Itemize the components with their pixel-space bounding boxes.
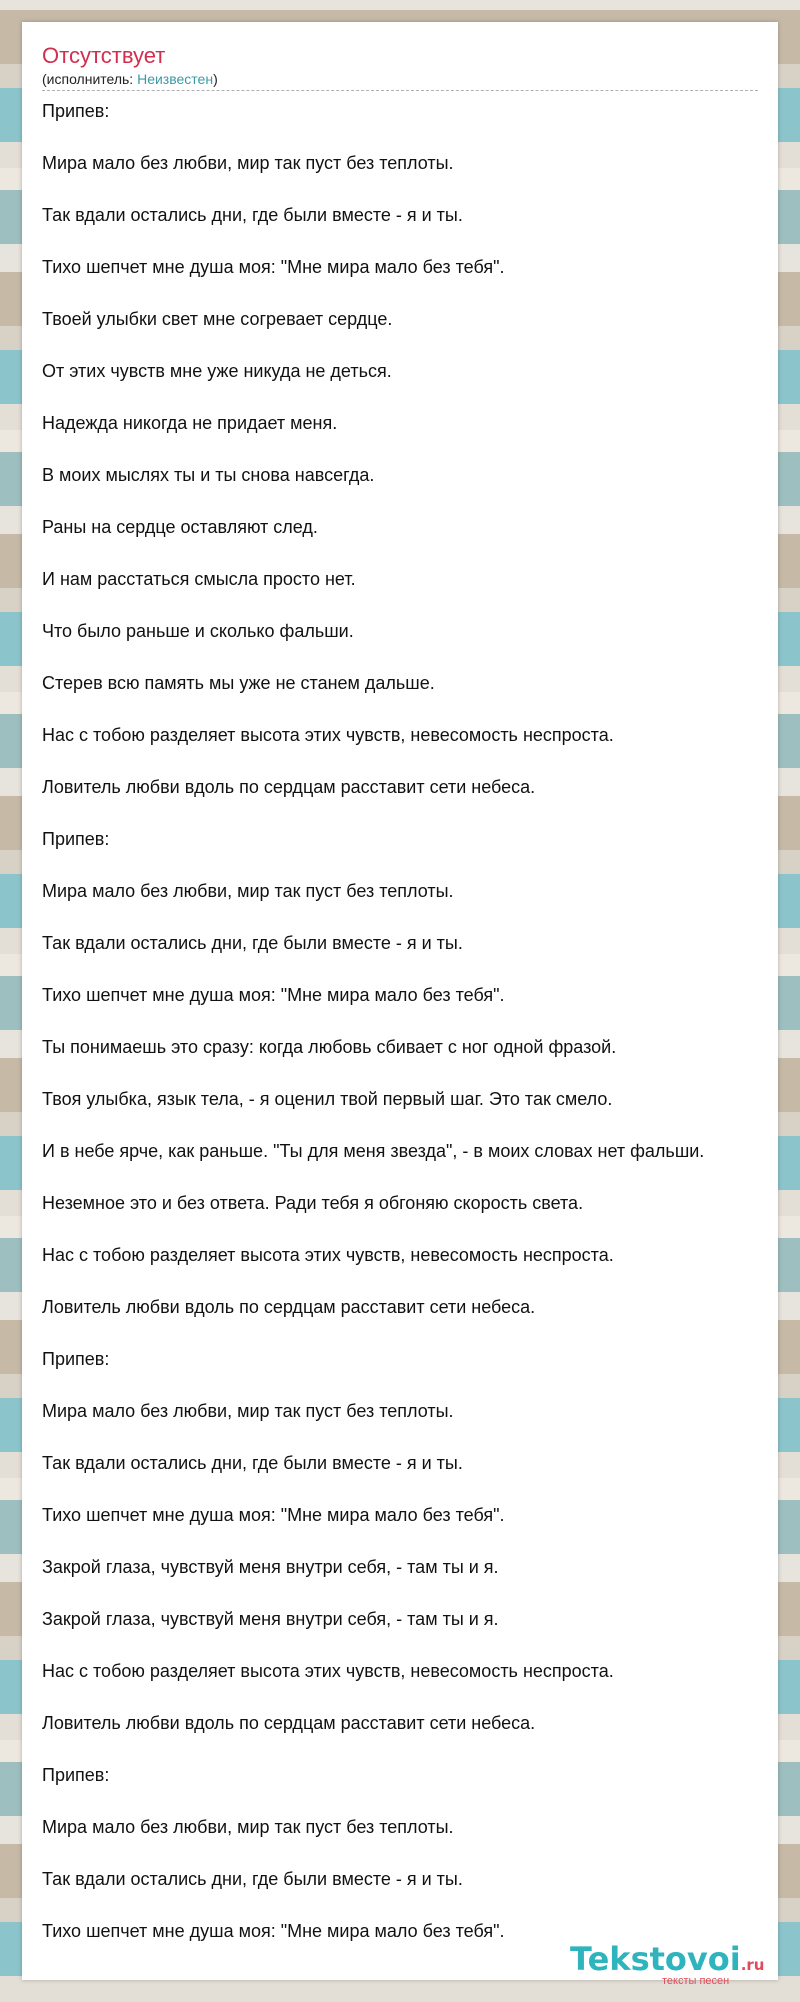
logo-main-text: Tekstovoi bbox=[570, 1940, 741, 1978]
lyric-line: Мира мало без любви, мир так пуст без теплоты. bbox=[42, 1401, 454, 1421]
lyric-line: И в небе ярче, как раньше. "Ты для меня звезда", - в моих словах нет фальши. bbox=[42, 1141, 705, 1161]
lyric-line: Так вдали остались дни, где были вместе - я и ты. bbox=[42, 205, 463, 225]
lyric-line: Неземное это и без ответа. Ради тебя я обгоняю скорость света. bbox=[42, 1193, 584, 1213]
lyric-line: Закрой глаза, чувствуй меня внутри себя, - там ты и я. bbox=[42, 1609, 499, 1629]
lyric-line: Мира мало без любви, мир так пуст без теплоты. bbox=[42, 881, 454, 901]
lyric-line: Так вдали остались дни, где были вместе - я и ты. bbox=[42, 1869, 463, 1889]
lyric-line: Припев: bbox=[42, 1765, 110, 1785]
lyric-line: Тихо шепчет мне душа моя: "Мне мира мало без тебя". bbox=[42, 985, 505, 1005]
lyric-line: Мира мало без любви, мир так пуст без теплоты. bbox=[42, 153, 454, 173]
lyric-line: Тихо шепчет мне душа моя: "Мне мира мало без тебя". bbox=[42, 1921, 505, 1941]
lyric-line: Ты понимаешь это сразу: когда любовь сбивает с ног одной фразой. bbox=[42, 1037, 617, 1057]
lyric-line: Нас с тобою разделяет высота этих чувств, невесомость неспроста. bbox=[42, 1661, 614, 1681]
lyric-line: Припев: bbox=[42, 101, 110, 121]
lyrics-text bbox=[42, 99, 758, 1943]
artist-line bbox=[42, 70, 758, 91]
lyric-line: В моих мыслях ты и ты снова навсегда. bbox=[42, 465, 375, 485]
artist-link[interactable]: Неизвестен bbox=[137, 71, 214, 87]
lyric-line: Что было раньше и сколько фальши. bbox=[42, 621, 354, 641]
lyric-line: Припев: bbox=[42, 829, 110, 849]
lyric-line: Твоей улыбки свет мне согревает сердце. bbox=[42, 309, 393, 329]
artist-suffix: ) bbox=[213, 71, 218, 87]
lyric-line: Закрой глаза, чувствуй меня внутри себя, - там ты и я. bbox=[42, 1557, 499, 1577]
logo-tld: .ru bbox=[740, 1956, 765, 1974]
artist-prefix: (исполнитель: bbox=[42, 71, 138, 87]
site-logo[interactable] bbox=[570, 1939, 780, 1989]
logo-tagline: тексты песен bbox=[662, 1975, 730, 1987]
lyrics-page bbox=[22, 22, 778, 1980]
lyric-line: Раны на сердце оставляют след. bbox=[42, 517, 318, 537]
lyric-line: Так вдали остались дни, где были вместе - я и ты. bbox=[42, 1453, 463, 1473]
lyric-line: Твоя улыбка, язык тела, - я оценил твой первый шаг. Это так смело. bbox=[42, 1089, 613, 1109]
lyric-line: Ловитель любви вдоль по сердцам расставит сети небеса. bbox=[42, 1713, 536, 1733]
lyric-line: Тихо шепчет мне душа моя: "Мне мира мало без тебя". bbox=[42, 1505, 505, 1525]
song-title: Отсутствует bbox=[42, 43, 166, 68]
lyric-line: Ловитель любви вдоль по сердцам расставит сети небеса. bbox=[42, 777, 536, 797]
lyric-line: И нам расстаться смысла просто нет. bbox=[42, 569, 356, 589]
lyric-line: Припев: bbox=[42, 1349, 110, 1369]
lyric-line: Нас с тобою разделяет высота этих чувств, невесомость неспроста. bbox=[42, 725, 614, 745]
lyric-line: Нас с тобою разделяет высота этих чувств, невесомость неспроста. bbox=[42, 1245, 614, 1265]
lyric-line: Мира мало без любви, мир так пуст без теплоты. bbox=[42, 1817, 454, 1837]
lyric-line: Ловитель любви вдоль по сердцам расставит сети небеса. bbox=[42, 1297, 536, 1317]
lyric-line: Стерев всю память мы уже не станем дальше. bbox=[42, 673, 435, 693]
lyric-line: Тихо шепчет мне душа моя: "Мне мира мало без тебя". bbox=[42, 257, 505, 277]
lyric-line: От этих чувств мне уже никуда не деться. bbox=[42, 361, 392, 381]
lyric-line: Надежда никогда не придает меня. bbox=[42, 413, 338, 433]
lyric-line: Так вдали остались дни, где были вместе - я и ты. bbox=[42, 933, 463, 953]
